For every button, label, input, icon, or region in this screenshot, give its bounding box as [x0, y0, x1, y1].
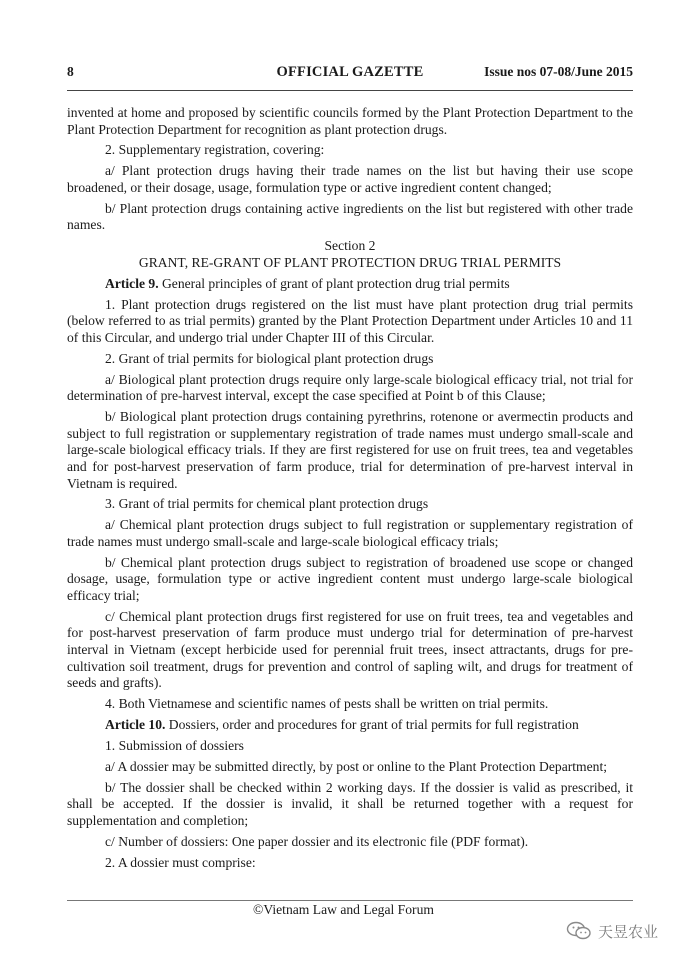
- paragraph: a/ A dossier may be submitted directly, by post or online to the Plant Protection Department;: [105, 758, 607, 774]
- paragraph: 2. A dossier must comprise:: [105, 854, 256, 870]
- paragraph: a/ Chemical plant protection drugs subject to full registration or supplementary registration of trade names must undergo small-scale and large-scale biological efficacy trials;: [67, 517, 633, 549]
- paragraph: 2. Grant of trial permits for biological plant protection drugs: [105, 350, 434, 366]
- page-number: 8: [67, 64, 74, 79]
- paragraph: 1. Submission of dossiers: [105, 737, 244, 753]
- section-number: Section 2: [324, 238, 376, 254]
- article-title: General principles of grant of plant protection drug trial permits: [158, 275, 510, 291]
- article-title: Dossiers, order and procedures for grant of trial permits for full registration: [165, 717, 579, 733]
- article-heading: [67, 717, 633, 734]
- wechat-icon: [566, 921, 592, 941]
- section-title: GRANT, RE-GRANT OF PLANT PROTECTION DRUG TRIAL PERMITS: [138, 254, 562, 270]
- paragraph: a/ Plant protection drugs having their trade names on the list but having their use scope broadened, or their dosage, usage, formulation type or active ingredient content changed;: [67, 163, 633, 195]
- paragraph: b/ The dossier shall be checked within 2 working days. If the dossier is valid as prescribed, it shall be accepted. If the dossier is invalid, it shall be returned together with a request for supplementation and completion;: [67, 779, 633, 828]
- article-label: Article 10.: [105, 717, 166, 733]
- issue-label: Issue nos 07-08/June 2015: [484, 64, 633, 79]
- footer-rule: [67, 900, 633, 901]
- header-rule: [67, 90, 633, 91]
- paragraph: b/ Chemical plant protection drugs subject to registration of broadened use scope or changed dosage, usage, formulation type or active ingredient content must undergo large-scale biological efficacy trial;: [67, 554, 633, 603]
- paragraph: 2. Supplementary registration, covering:: [105, 142, 325, 158]
- footer-copyright: ©Vietnam Law and Legal Forum: [253, 902, 434, 917]
- paragraph: invented at home and proposed by scientific councils formed by the Plant Protection Department to the Plant Protection Department for recognition as plant protection drugs.: [67, 105, 633, 137]
- paragraph: c/ Chemical plant protection drugs first registered for use on fruit trees, tea and vegetables and for post-harvest preservation of farm produce must undergo trial for determination of pre-harvest interval in Vietnam (except herbicide used for perennial fruit trees, insect attractants, drugs for pre-cultivation soil treatment, drugs for prevention and control of sapling wilt, and drugs for treatment of seeds and grafts).: [67, 608, 633, 691]
- paragraph: b/ Biological plant protection drugs containing pyrethrins, rotenone or avermectin products and subject to full registration or supplementary registration of trade names must undergo small-scale and large-scale biological efficacy trials. If they are first registered for use on fruit trees, tea and vegetables and for post-harvest preservation of farm produce, trial for determination of pre-harvest interval in Vietnam is required.: [67, 409, 633, 491]
- paragraph: c/ Number of dossiers: One paper dossier and its electronic file (PDF format).: [105, 833, 529, 849]
- paragraph: a/ Biological plant protection drugs require only large-scale biological efficacy trial, not trial for determination of pre-harvest interval, except the case specified at Point b of this Clause;: [67, 371, 633, 404]
- page-header: [67, 64, 633, 84]
- watermark-text: 天昱农业: [598, 922, 659, 941]
- paragraph: 1. Plant protection drugs registered on the list must have plant protection drug trial permits (below referred to as trial permits) granted by the Plant Protection Department under Articles 10 and 11 of this Circular, and undergo trial under Chapter III of this Circular.: [67, 296, 633, 345]
- article-heading: [67, 276, 633, 293]
- document-body: [67, 105, 633, 876]
- article-label: Article 9.: [105, 275, 159, 291]
- paragraph: 3. Grant of trial permits for chemical plant protection drugs: [105, 496, 429, 512]
- paragraph: b/ Plant protection drugs containing active ingredients on the list but registered with other trade names.: [67, 200, 633, 233]
- watermark: [566, 920, 658, 942]
- paragraph: 4. Both Vietnamese and scientific names of pests shall be written on trial permits.: [105, 696, 549, 712]
- gazette-title: OFFICIAL GAZETTE: [276, 64, 424, 80]
